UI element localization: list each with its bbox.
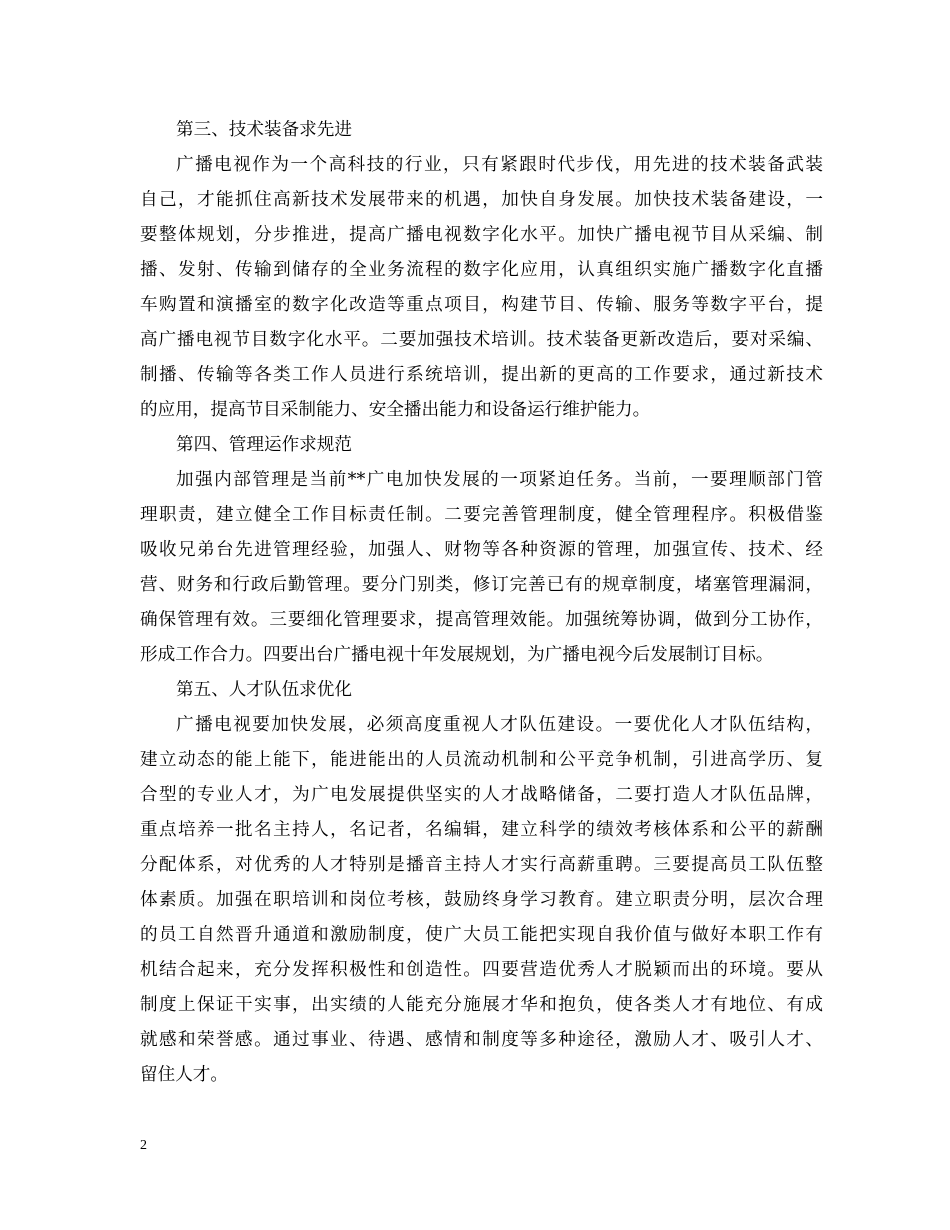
paragraph-line: 要整体规划，分步推进，提高广播电视数字化水平。加快广播电视节目从采编、制 [140,225,823,245]
paragraph-line: 的员工自然晋升通道和激励制度，使广大员工能把实现自我价值与做好本职工作有 [140,925,823,945]
paragraph-line: 高广播电视节目数字化水平。二要加强技术培训。技术装备更新改造后，要对采编、 [140,330,823,350]
section-heading: 第四、管理运作求规范 [176,435,352,455]
paragraph-line: 广播电视要加快发展，必须高度重视人才队伍建设。一要优化人才队伍结构， [176,715,823,735]
paragraph-line: 营、财务和行政后勤管理。要分门别类，修订完善已有的规章制度，堵塞管理漏洞， [140,575,823,595]
document-body [140,113,823,1093]
paragraph-line: 的应用，提高节目采制能力、安全播出能力和设备运行维护能力。 [140,400,651,420]
paragraph-line: 理职责，建立健全工作目标责任制。二要完善管理制度，健全管理程序。积极借鉴 [140,505,823,525]
paragraph-line: 机结合起来，充分发挥积极性和创造性。四要营造优秀人才脱颖而出的环境。要从 [140,960,823,980]
paragraph-line: 分配体系，对优秀的人才特别是播音主持人才实行高薪重聘。三要提高员工队伍整 [140,855,823,875]
paragraph-line: 播、发射、传输到储存的全业务流程的数字化应用，认真组织实施广播数字化直播 [140,260,823,280]
paragraph-line: 重点培养一批名主持人，名记者，名编辑，建立科学的绩效考核体系和公平的薪酬 [140,820,823,840]
paragraph-line: 就感和荣誉感。通过事业、待遇、感情和制度等多种途径，激励人才、吸引人才、 [140,1030,823,1050]
paragraph-line: 建立动态的能上能下，能进能出的人员流动机制和公平竞争机制，引进高学历、复 [140,750,823,770]
section-heading: 第五、人才队伍求优化 [176,680,352,700]
page-number: 2 [140,1138,147,1153]
paragraph-line: 制度上保证干实事，出实绩的人能充分施展才华和抱负，使各类人才有地位、有成 [140,995,823,1015]
paragraph-line: 留住人才。 [140,1065,228,1085]
section-heading: 第三、技术装备求先进 [176,120,352,140]
paragraph-line: 形成工作合力。四要出台广播电视十年发展规划，为广播电视今后发展制订目标。 [140,645,774,665]
paragraph-line: 吸收兄弟台先进管理经验，加强人、财物等各种资源的管理，加强宣传、技术、经 [140,540,823,560]
paragraph-line: 自己，才能抓住高新技术发展带来的机遇，加快自身发展。加快技术装备建设，一 [140,190,823,210]
paragraph-line: 合型的专业人才，为广电发展提供坚实的人才战略储备，二要打造人才队伍品牌， [140,785,823,805]
paragraph-line: 加强内部管理是当前**广电加快发展的一项紧迫任务。当前，一要理顺部门管 [176,470,823,490]
paragraph-line: 确保管理有效。三要细化管理要求，提高管理效能。加强统筹协调，做到分工协作， [140,610,823,630]
paragraph-line: 体素质。加强在职培训和岗位考核，鼓励终身学习教育。建立职责分明，层次合理 [140,890,823,910]
paragraph-line: 车购置和演播室的数字化改造等重点项目，构建节目、传输、服务等数字平台，提 [140,295,823,315]
paragraph-line: 广播电视作为一个高科技的行业，只有紧跟时代步伐，用先进的技术装备武装 [176,155,823,175]
paragraph-line: 制播、传输等各类工作人员进行系统培训，提出新的更高的工作要求，通过新技术 [140,365,823,385]
